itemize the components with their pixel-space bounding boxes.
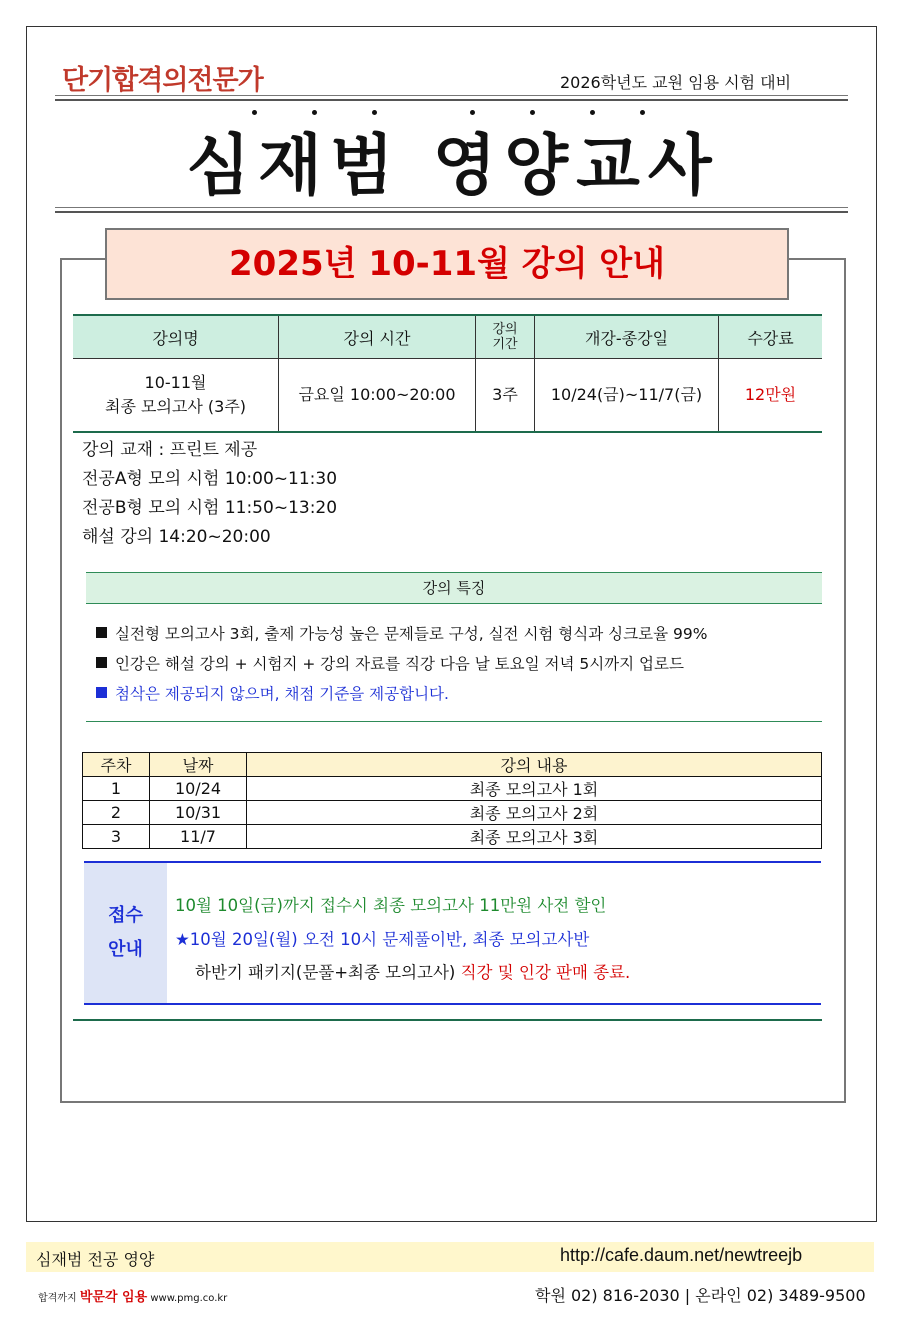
detail-item: 강의 교재 : 프린트 제공: [82, 440, 258, 460]
footer-course: 심재범 전공 영양: [36, 1250, 155, 1269]
detail-item: 전공A형 모의 시험 10:00~11:30: [82, 469, 338, 489]
header-divider: [55, 95, 848, 101]
lecture-name-line2: 최종 모의고사 (3주): [104, 397, 247, 416]
header-cell: 강의 시간: [279, 315, 476, 359]
lecture-banner: 2025년 10-11월 강의 안내: [105, 228, 789, 300]
panel-bottom-divider: [73, 1019, 822, 1021]
table-header-row: [73, 315, 822, 359]
table-row: [73, 359, 822, 433]
cafe-link[interactable]: http://cafe.daum.net/newtreejb: [560, 1245, 803, 1265]
logo-brand: 박문각 임용: [79, 1290, 148, 1305]
contact-phone: 학원 02) 816-2030 | 온라인 02) 3489-9500: [535, 1286, 866, 1305]
schedule-table: [82, 752, 822, 849]
content-cell: 최종 모의고사 2회: [247, 801, 822, 825]
header-cell: 날짜: [150, 753, 247, 777]
lecture-name: [73, 359, 279, 433]
title-divider: [55, 207, 848, 213]
date-cell: 10/24: [150, 777, 247, 801]
lecture-period: 3주: [476, 359, 535, 433]
logo-url: www.pmg.co.kr: [150, 1293, 228, 1304]
feature-text: 실전형 모의고사 3회, 출제 가능성 높은 문제들로 구성, 실전 시험 형식과 싱크로율 99%: [115, 625, 708, 643]
feature-item: [96, 682, 449, 704]
features-title: 강의 특징: [86, 572, 822, 604]
notice-package: 하반기 패키지(문풀+최종 모의고사): [195, 963, 456, 982]
bullet-square-icon: [96, 657, 107, 668]
header-cell: 강의 내용: [247, 753, 822, 777]
details-list: [82, 436, 337, 552]
table-row: [83, 777, 822, 801]
notice-label-line1: 접수: [108, 905, 143, 926]
feature-text: 인강은 해설 강의 + 시험지 + 강의 자료를 직강 다음 날 토요일 저녁 5시까지 업로드: [115, 655, 684, 673]
bullet-square-icon: [96, 627, 107, 638]
detail-item: 전공B형 모의 시험 11:50~13:20: [82, 498, 338, 518]
bullet-square-icon: [96, 687, 107, 698]
content-cell: 최종 모의고사 1회: [247, 777, 822, 801]
lecture-info-table: [73, 314, 822, 433]
header-cell: [476, 315, 535, 359]
table-row: [83, 801, 822, 825]
notice-label-line2: 안내: [108, 939, 143, 960]
content-cell: 최종 모의고사 3회: [247, 825, 822, 849]
brand-logo: 단기합격의전문가: [62, 65, 263, 96]
features-divider: [86, 721, 822, 722]
notice-end-sale: 직강 및 인강 판매 종료.: [460, 963, 631, 982]
schedule-header-row: [83, 753, 822, 777]
detail-item: 해설 강의 14:20~20:00: [82, 527, 271, 547]
date-cell: 11/7: [150, 825, 247, 849]
table-row: [83, 825, 822, 849]
week-cell: 2: [83, 801, 150, 825]
week-cell: 1: [83, 777, 150, 801]
header-cell: 강의명: [73, 315, 279, 359]
date-cell: 10/31: [150, 801, 247, 825]
publisher-logo: [38, 1286, 227, 1305]
header-cell: 개강-종강일: [535, 315, 719, 359]
notice-line2: ★10월 20일(월) 오전 10시 문제풀이반, 최종 모의고사반: [175, 930, 590, 949]
notice-line3: [195, 959, 630, 983]
feature-item: [96, 652, 684, 674]
feature-text: 첨삭은 제공되지 않으며, 채점 기준을 제공합니다.: [115, 685, 449, 703]
logo-tagline: 합격까지: [38, 1293, 77, 1304]
header-cell: 수강료: [719, 315, 823, 359]
lecture-time: 금요일 10:00~20:00: [279, 359, 476, 433]
feature-item: [96, 622, 707, 644]
header-cell-text: 강의 기간: [492, 322, 518, 352]
notice-label: [84, 863, 167, 1003]
page-title: 심재범 영양교사: [186, 127, 720, 204]
lecture-fee: 12만원: [719, 359, 823, 433]
week-cell: 3: [83, 825, 150, 849]
exam-subtitle: 2026학년도 교원 임용 시험 대비: [560, 73, 792, 92]
lecture-dates: 10/24(금)~11/7(금): [535, 359, 719, 433]
header-cell: 주차: [83, 753, 150, 777]
lecture-name-line1: 10-11월: [144, 373, 207, 392]
notice-line1: 10월 10일(금)까지 접수시 최종 모의고사 11만원 사전 할인: [175, 896, 607, 915]
